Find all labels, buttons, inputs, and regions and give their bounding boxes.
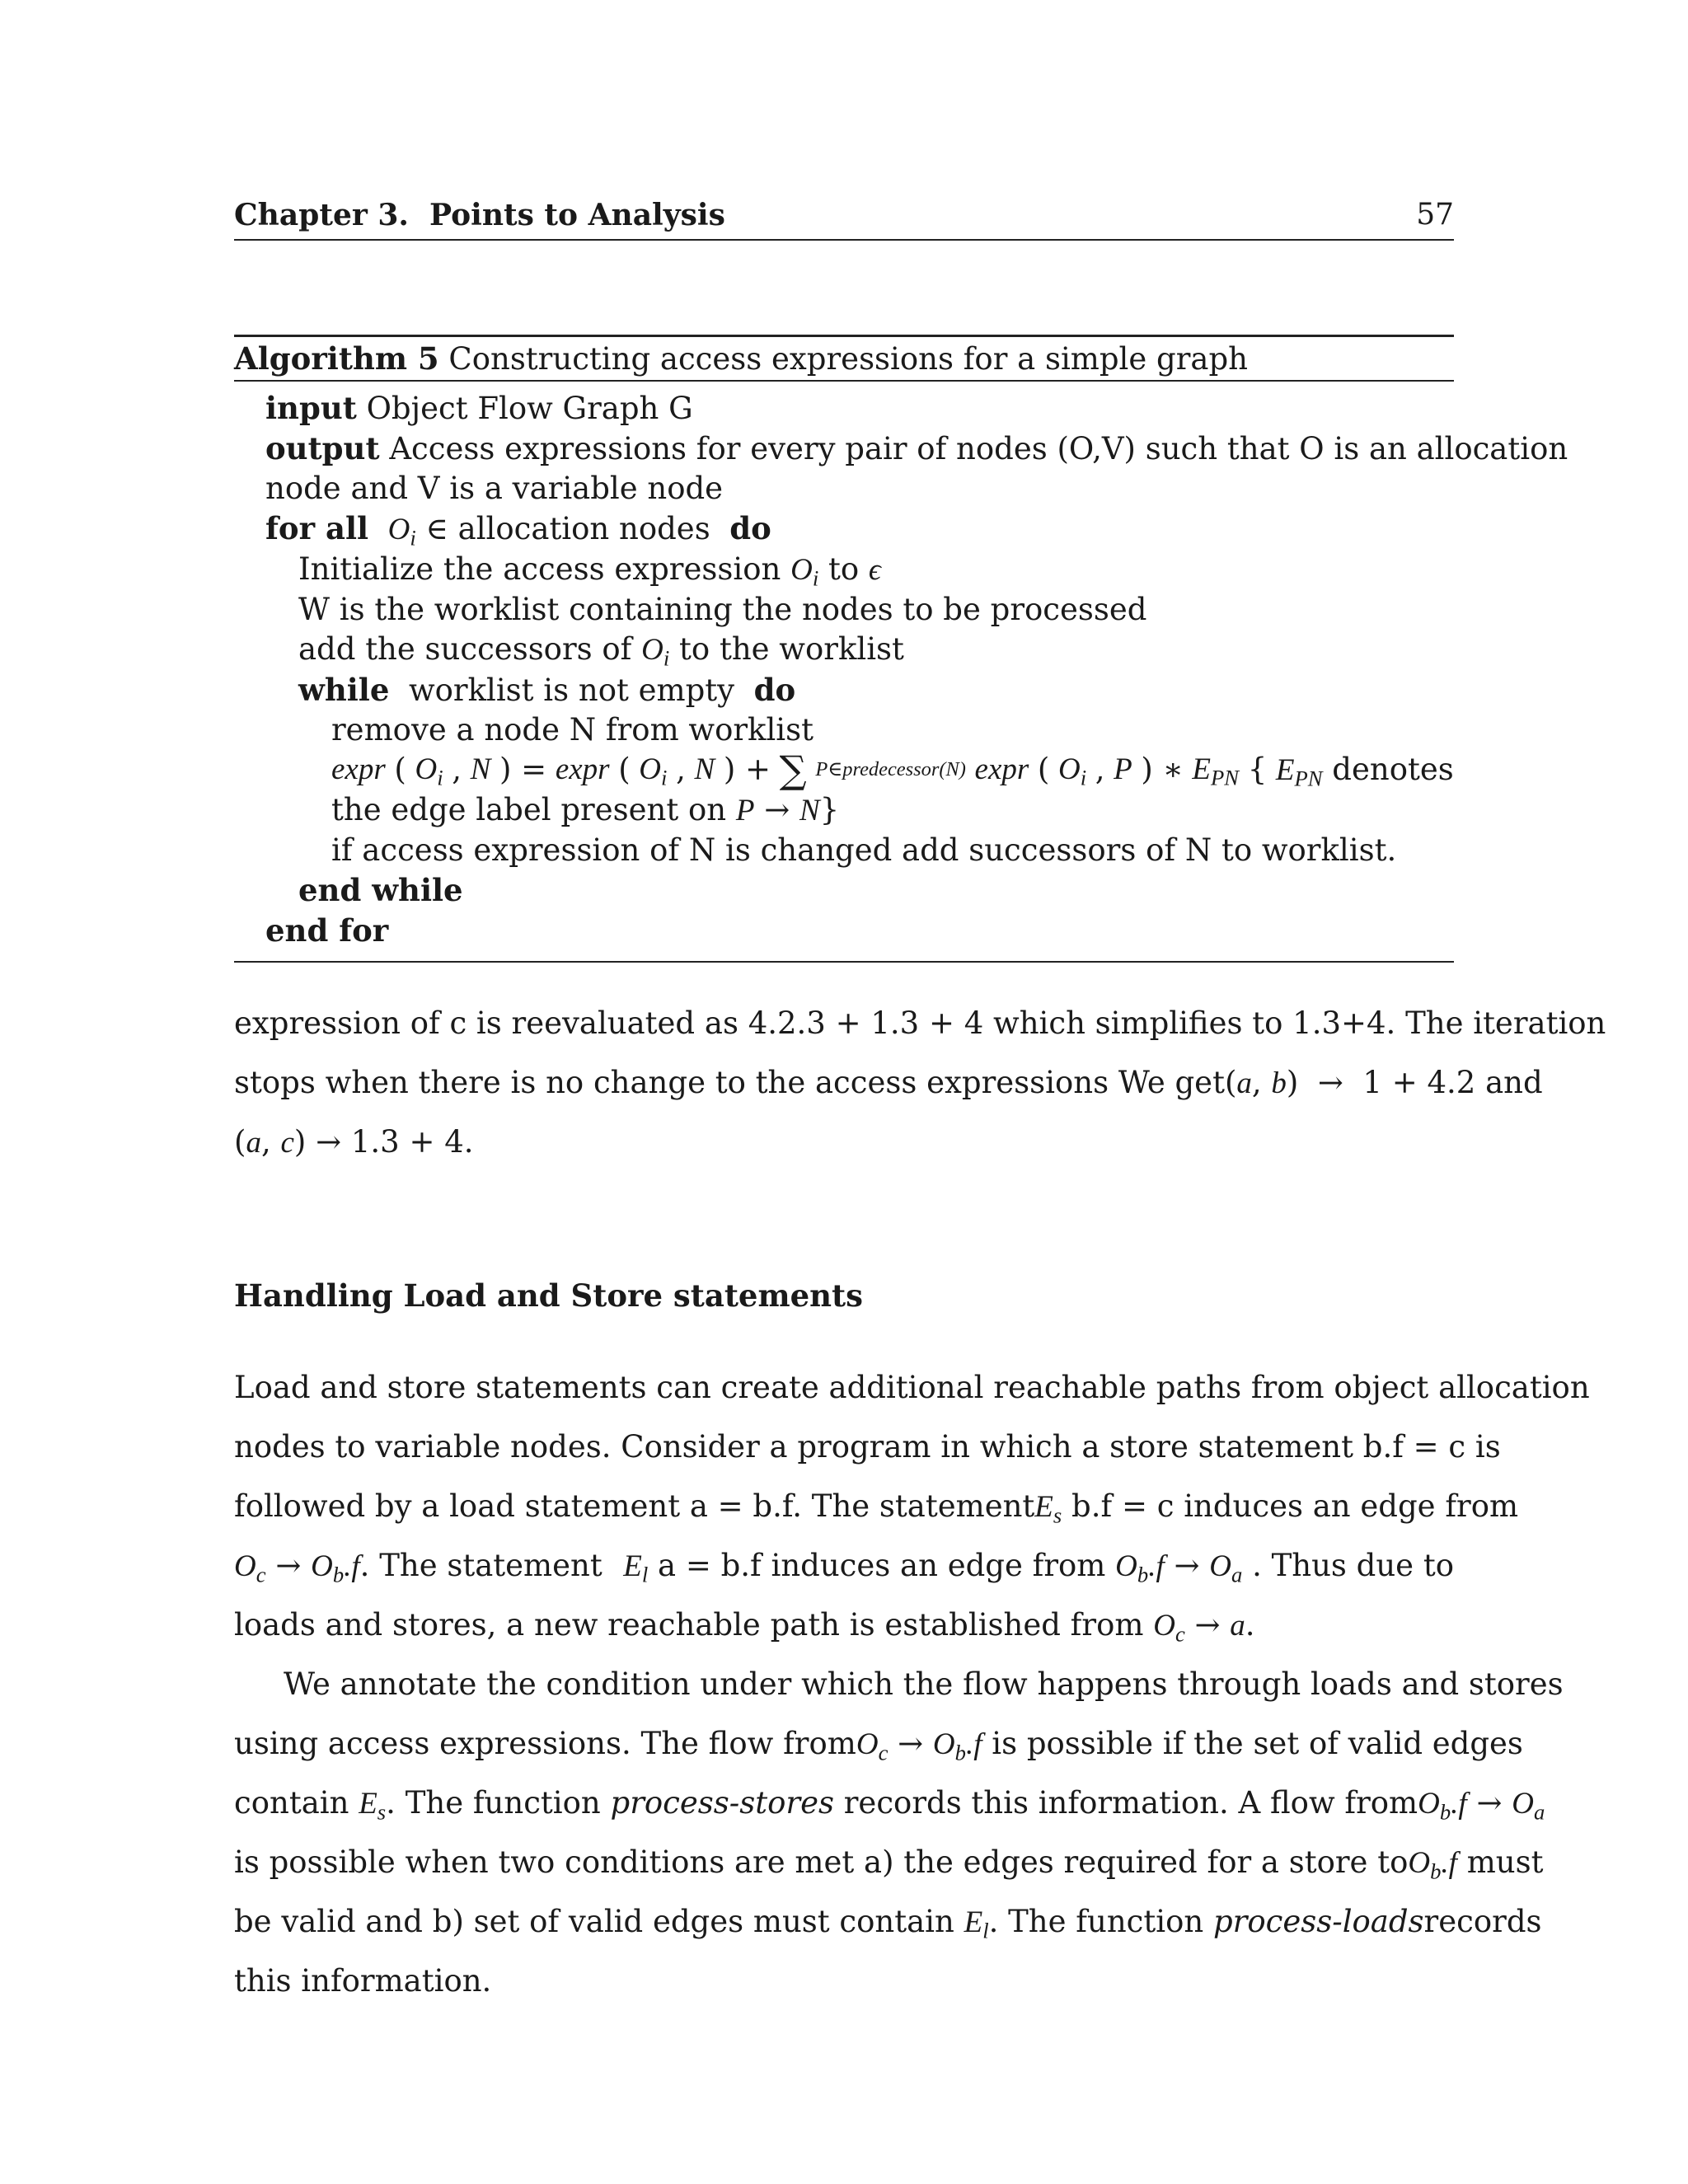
para3-line5: be valid and b) set of valid edges must contain $E_l$. The function process-loads records bbox=[234, 1904, 1542, 1943]
algo-while-line: while worklist is not empty do bbox=[298, 672, 796, 708]
para3-line6: this information. bbox=[234, 1963, 492, 1999]
para1-line3: (a, c) → 1.3 + 4. bbox=[234, 1124, 474, 1160]
algo-worklist-line: W is the worklist containing the nodes to be processed bbox=[298, 592, 1147, 627]
para3-line2: using access expressions. The flow from $O_c \to O_b.f$ is possible if the set of valid edges bbox=[234, 1726, 1523, 1765]
algo-end-for: end for bbox=[265, 912, 389, 949]
section-heading: Handling Load and Store statements bbox=[234, 1277, 863, 1314]
algo-input-line: input Object Flow Graph G bbox=[265, 390, 693, 426]
para3-line4: is possible when two conditions are met a) the edges required for a store to $O_b.f$ must bbox=[234, 1844, 1544, 1884]
header-rule bbox=[234, 239, 1454, 241]
paragraph-load-store bbox=[234, 1358, 1590, 1655]
algo-remove-line: remove a node N from worklist bbox=[331, 712, 814, 748]
para2-line3: followed by a load statement a = b.f. The statement $E_s$ b.f = c induces an edge from bbox=[234, 1488, 1519, 1528]
page-number: 57 bbox=[1416, 198, 1454, 232]
para3-line1: We annotate the condition under which the flow happens through loads and stores bbox=[284, 1666, 1564, 1702]
running-header bbox=[234, 196, 1454, 237]
paragraph-iteration bbox=[234, 994, 1606, 1172]
algo-output-line-2: node and V is a variable node bbox=[265, 471, 724, 506]
algo-end-while: end while bbox=[298, 872, 463, 908]
para2-line4: $O_c \to O_b.f$. The statement $E_l$ a = b.f induces an edge from $O_b.f \to O_a$ . Thus due to bbox=[234, 1548, 1454, 1587]
algorithm-block bbox=[234, 335, 1568, 963]
algo-if-line: if access expression of N is changed add successors of N to worklist. bbox=[331, 832, 1397, 868]
paragraph-annotate bbox=[234, 1655, 1564, 2011]
para3-line3: contain $E_s$. The function process-stores records this information. A flow from $O_b.f \to O_a$ bbox=[234, 1785, 1545, 1825]
para2-line2: nodes to variable nodes. Consider a program in which a store statement b.f = c is bbox=[234, 1429, 1501, 1465]
para2-line5: loads and stores, a new reachable path is established from $O_c \to a$. bbox=[234, 1607, 1255, 1647]
algo-init-line: Initialize the access expression $O_i$ to ϵ bbox=[298, 551, 881, 591]
algo-expr-line: expr ( $O_i$ , N ) = expr ( $O_i$ , N ) + ∑ P∈predecessor(N) expr ( $O_i$ , P ) ∗ $E_{PN}$ { $E_{PN}$ denotes bbox=[331, 748, 1454, 792]
algo-edge-label-line: the edge label present on P → N} bbox=[331, 792, 840, 827]
para1-line1: expression of c is reevaluated as 4.2.3 + 1.3 + 4 which simplifies to 1.3+4. The iteration bbox=[234, 1005, 1606, 1041]
algo-add-line: add the successors of $O_i$ to the worklist bbox=[298, 631, 904, 671]
para2-line1: Load and store statements can create additional reachable paths from object allocation bbox=[234, 1370, 1590, 1405]
algorithm-caption: Algorithm 5 Constructing access expressions for a simple graph bbox=[234, 340, 1248, 377]
para1-line2: stops when there is no change to the access expressions We get (a, b) → 1 + 4.2 and bbox=[234, 1065, 1543, 1100]
algorithm-body bbox=[234, 382, 1568, 951]
algo-output-line: output Access expressions for every pair of nodes (O,V) such that O is an allocation bbox=[265, 430, 1568, 466]
algo-for-line: for all $O_i$ ∈ allocation nodes do bbox=[265, 510, 771, 551]
algorithm-bottom-rule bbox=[234, 961, 1454, 963]
chapter-title: Chapter 3. Points to Analysis bbox=[234, 198, 725, 232]
